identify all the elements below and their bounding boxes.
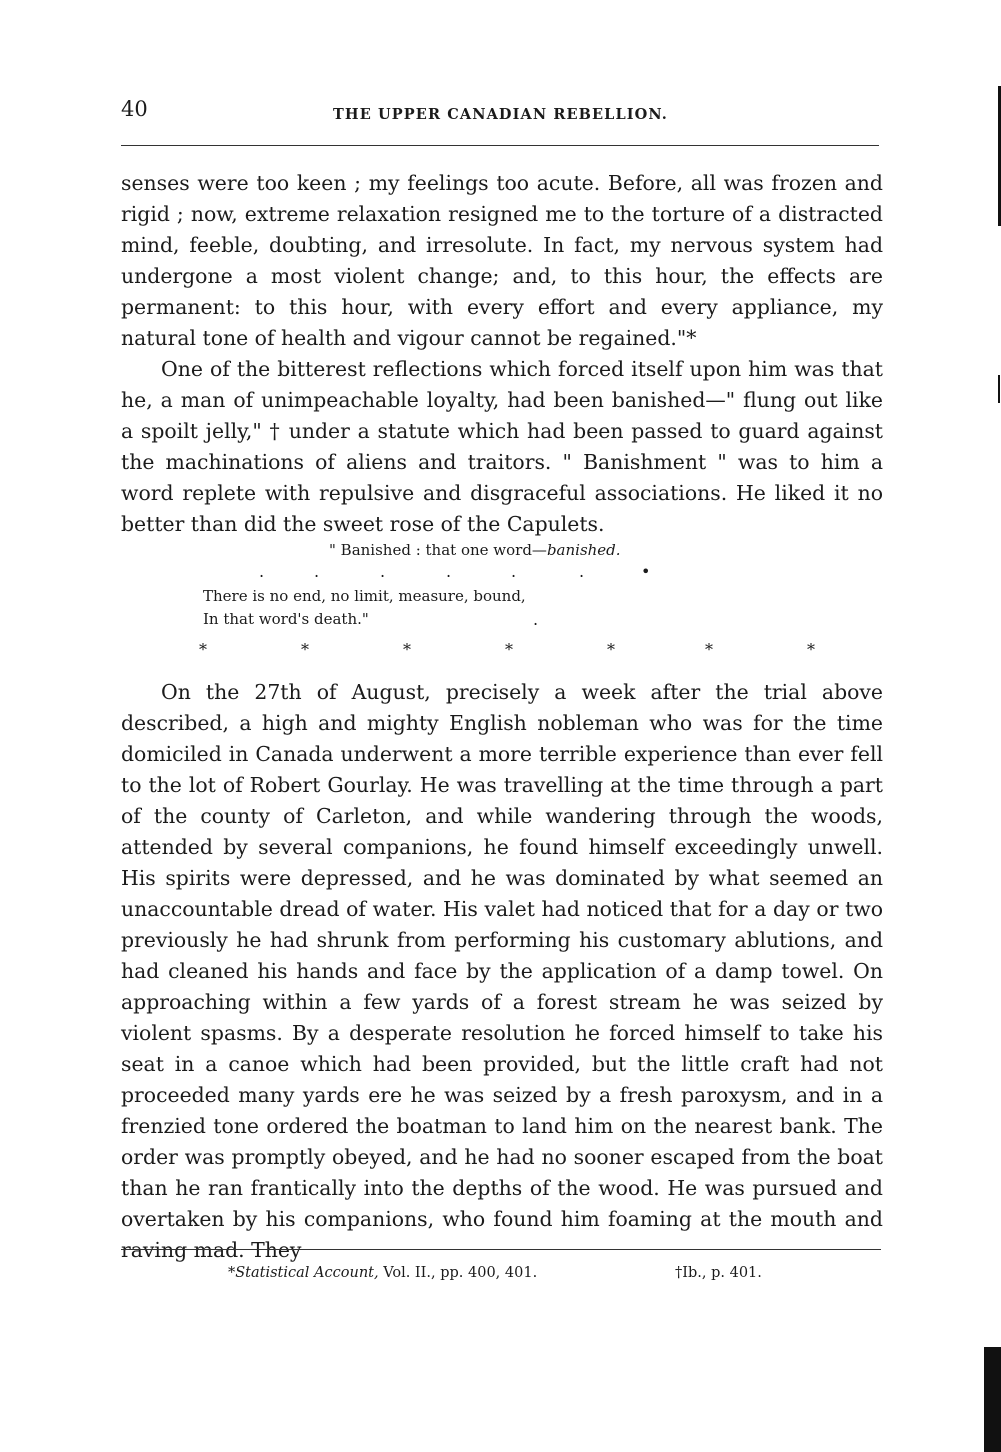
verse-quotation: " Banished : that one word—banished. . . . . . . • There is no end, no limit, measure, bound, In that word's death." . * * * * * * *	[199, 541, 815, 659]
verse-line-3: In that word's death."	[203, 610, 369, 628]
paragraph-2: One of the bitterest reflections which forced itself upon him was that he, a man of unimpeachable loyalty, had been banished—" flung out like a spoilt jelly," † under a statute which had been passed to guard against the machinations of aliens and traitors. " Banishment " was to him a word replete with repulsive and disgraceful associations. He liked it no better than did the sweet rose of the Capulets.	[121, 357, 883, 536]
running-head: THE UPPER CANADIAN REBELLION.	[333, 106, 668, 123]
scan-edge-mark	[984, 1347, 1001, 1452]
footnote-1-text: Vol. II., pp. 400, 401.	[378, 1265, 538, 1281]
header-rule	[121, 145, 879, 146]
footnote-1	[228, 1265, 537, 1281]
paragraph-3: On the 27th of August, precisely a week after the trial above described, a high and mighty English nobleman who was for the time domiciled in Canada underwent a more terrible experience than ever fell to the lot of Robert Gourlay. He was travelling at the time through a part of the county of Carleton, and while wandering through the woods, attended by several companions, he found himself exceedingly unwell. His spirits were depressed, and he was dominated by what seemed an unaccountable dread of water. His valet had noticed that for a day or two previously he had shrunk from performing his customary ablutions, and had cleaned his hands and face by the application of a damp towel. On approaching within a few yards of a forest stream he was seized by violent spasms. By a desperate resolution he forced himself to take his seat in a canoe which had been provided, but the little craft had not proceeded many yards ere he was seized by a fresh paroxysm, and in a frenzied tone ordered the boatman to land him on the nearest bank. The order was promptly obeyed, and he had no sooner escaped from the boat than he ran frantically into the depths of the wood. He was pursued and overtaken by his companions, who found him foaming at the mouth and raving mad. They	[121, 680, 883, 1262]
verse-line-1-emphasis: banished.	[546, 541, 621, 559]
footnote-2: †Ib., p. 401.	[675, 1265, 762, 1281]
scan-edge-mark	[998, 375, 1000, 403]
body-text	[121, 168, 883, 1266]
verse-line-1-text: " Banished : that one word—	[329, 541, 547, 559]
verse-line-2: There is no end, no limit, measure, bound,	[203, 587, 526, 605]
page-number: 40	[121, 97, 148, 121]
footnote-rule	[121, 1249, 881, 1250]
verse-line-1	[329, 539, 621, 562]
footnote-1-mark: *	[228, 1265, 236, 1281]
footnote-1-title: Statistical Account,	[235, 1265, 379, 1281]
paragraph-1: senses were too keen ; my feelings too acute. Before, all was frozen and rigid ; now, extreme relaxation resigned me to the torture of a distracted mind, feeble, doubting, and irresolute. In fact, my nervous system had undergone a most violent change; and, to this hour, the effects are permanent: to this hour, with every effort and every appliance, my natural tone of health and vigour cannot be regained."*	[121, 171, 883, 350]
